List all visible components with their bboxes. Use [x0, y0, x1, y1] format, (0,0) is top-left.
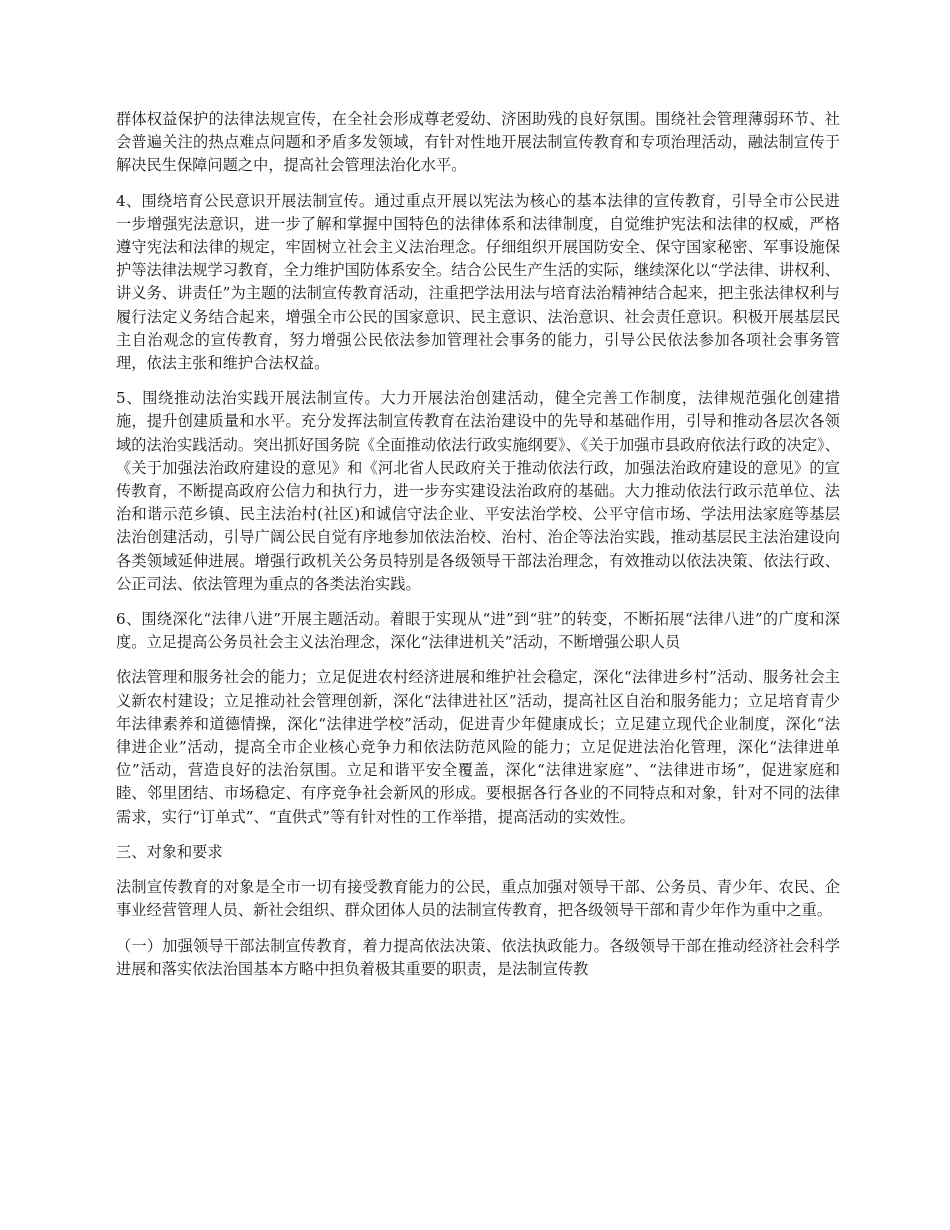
paragraph-section-5: 5、围绕推动法治实践开展法制宣传。大力开展法治创建活动，健全完善工作制度，法律规范强化创建措施，提升创建质量和水平。充分发挥法制宣传教育在法治建设中的先导和基础作用，引导和推动各层次各领域的法治实践活动。突出抓好国务院《全面推动依法行政实施纲要》、《关于加强市县政府依法行政的决定》、《关于加强法治政府建设的意见》和《河北省人民政府关于推动依法行政，加强法治政府建设的意见》的宣传教育，不断提高政府公信力和执行力，进一步夯实建设法治政府的基础。大力推动依法行政示范单位、法治和谐示范乡镇、民主法治村(社区)和诚信守法企业、平安法治学校、公平守信市场、学法用法家庭等基层法治创建活动，引导广阔公民自觉有序地参加依法治校、治村、治企等法治实践，推动基层民主法治建设向各类领域延伸进展。增强行政机关公务员特别是各级领导干部法治理念，有效推动以依法决策、依法行政、公正司法、依法管理为重点的各类法治实践。 [116, 389, 840, 593]
paragraph-section-6-continued: 依法管理和服务社会的能力；立足促进农村经济进展和维护社会稳定，深化“法律进乡村”活动、服务社会主义新农村建设；立足推动社会管理创新，深化“法律进社区”活动，提高社区自治和服务能力；立足培育青少年法律素养和道德情操，深化“法律进学校”活动，促进青少年健康成长；立足建立现代企业制度，深化“法律进企业”活动，提高全市企业核心竞争力和依法防范风险的能力；立足促进法治化管理，深化“法律进单位”活动，营造良好的法治氛围。立足和谐平安全覆盖，深化“法律进家庭”、“法律进市场”，促进家庭和睦、邻里团结、市场稳定、有序竞争社会新风的形成。要根据各行各业的不同特点和对象，针对不同的法律需求，实行“订单式”、“直供式”等有针对性的工作举措，提高活动的实效性。 [116, 668, 840, 826]
paragraph-leading-cadres: （一）加强领导干部法制宣传教育，着力提高依法决策、依法执政能力。各级领导干部在推动经济社会科学进展和落实依法治国基本方略中担负着极其重要的职责，是法制宣传教 [116, 936, 840, 978]
document-page [116, 108, 840, 993]
paragraph-rights-protection: 群体权益保护的法律法规宣传，在全社会形成尊老爱幼、济困助残的良好氛围。围绕社会管理薄弱环节、社会普遍关注的热点难点问题和矛盾多发领域，有针对性地开展法制宣传教育和专项治理活动，融法制宣传于解决民生保障问题之中，提高社会管理法治化水平。 [116, 110, 840, 175]
paragraph-section-4: 4、围绕培育公民意识开展法制宣传。通过重点开展以宪法为核心的基本法律的宣传教育，引导全市公民进一步增强宪法意识，进一步了解和掌握中国特色的法律体系和法律制度，自觉维护宪法和法律的权威，严格遵守宪法和法律的规定，牢固树立社会主义法治理念。仔细组织开展国防安全、保守国家秘密、军事设施保护等法律法规学习教育，全力维护国防体系安全。结合公民生产生活的实际，继续深化以“学法律、讲权利、讲义务、讲责任”为主题的法制宣传教育活动，注重把学法用法与培育法治精神结合起来，把主张法律权利与履行法定义务结合起来，增强全市公民的国家意识、民主意识、法治意识、社会责任意识。积极开展基层民主自治观念的宣传教育，努力增强公民依法参加管理社会事务的能力，引导公民依法参加各项社会事务管理，依法主张和维护合法权益。 [116, 191, 840, 373]
paragraph-objects: 法制宣传教育的对象是全市一切有接受教育能力的公民，重点加强对领导干部、公务员、青少年、农民、企事业经营管理人员、新社会组织、群众团体人员的法制宣传教育，把各级领导干部和青少年作为重中之重。 [116, 878, 840, 920]
paragraph-section-6: 6、围绕深化“法律八进”开展主题活动。着眼于实现从“进”到“驻”的转变，不断拓展“法律八进”的广度和深度。立足提高公务员社会主义法治理念，深化“法律进机关”活动，不断增强公职人员 [116, 610, 840, 652]
section-heading-objects-requirements: 三、对象和要求 [116, 842, 223, 861]
